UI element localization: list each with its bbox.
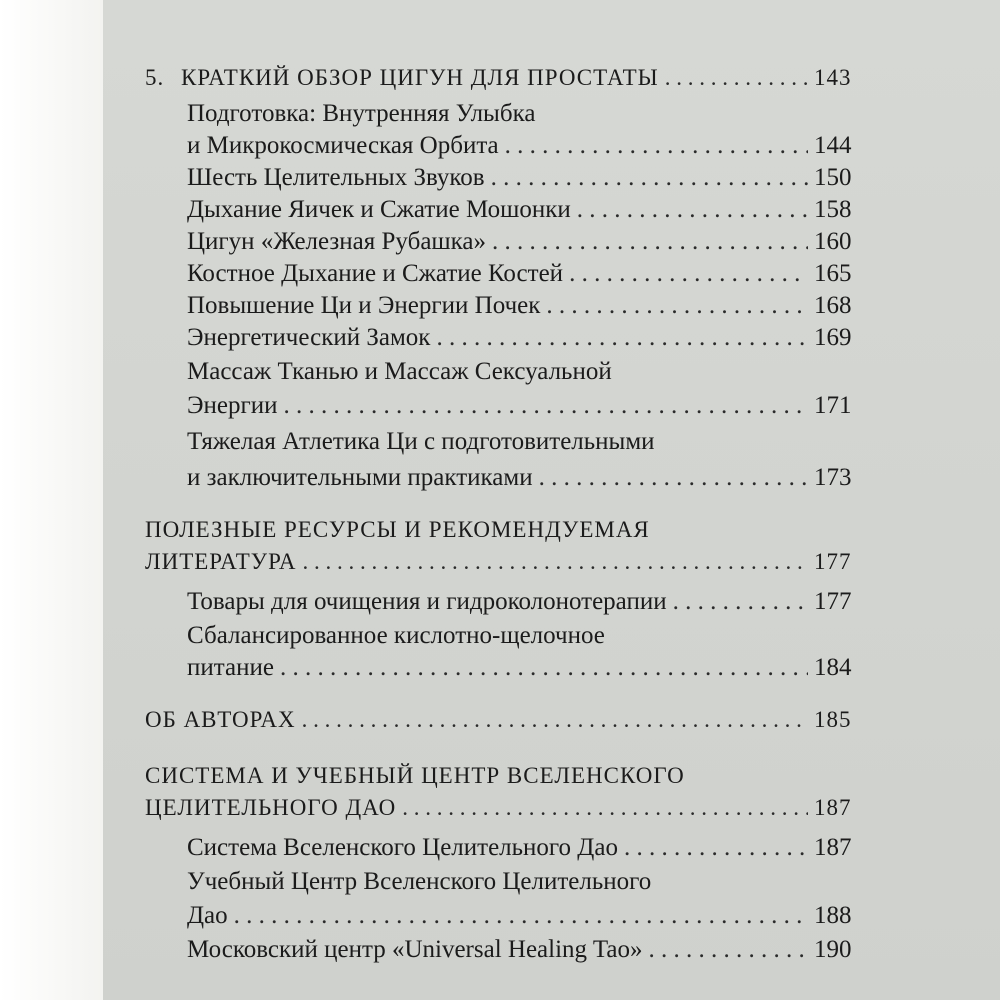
page-number: 173 xyxy=(814,464,852,491)
toc-item xyxy=(187,652,850,684)
dot-leader xyxy=(491,162,808,194)
page-number: 168 xyxy=(814,292,852,319)
toc-item-line xyxy=(187,426,850,458)
toc-item-line xyxy=(187,620,850,652)
toc-item xyxy=(187,586,850,618)
dot-leader xyxy=(539,462,808,494)
dot-leader xyxy=(402,792,808,824)
toc-item xyxy=(187,194,850,226)
section-title: ПОЛЕЗНЫЕ РЕСУРСЫ И РЕКОМЕНДУЕМАЯ xyxy=(145,517,650,542)
page-number: 190 xyxy=(814,936,852,963)
dot-leader xyxy=(665,62,808,94)
toc-item-title: Цигун «Железная Рубашка» xyxy=(187,228,487,255)
page-number: 184 xyxy=(814,654,852,681)
toc-item xyxy=(187,322,850,354)
dot-leader xyxy=(648,934,808,966)
dot-leader xyxy=(546,290,808,322)
toc-section-system xyxy=(145,792,850,824)
page-number: 188 xyxy=(814,902,852,929)
page-number: 171 xyxy=(814,392,852,419)
page-number: 177 xyxy=(814,549,852,574)
toc-item xyxy=(187,258,850,290)
toc-item-title: Сбалансированное кислотно-щелочное xyxy=(187,622,605,649)
toc-section-authors xyxy=(145,704,850,736)
page-number: 187 xyxy=(814,834,852,861)
page-number: 165 xyxy=(814,260,852,287)
dot-leader xyxy=(624,832,808,864)
page-number: 158 xyxy=(814,196,852,223)
toc-item xyxy=(187,900,850,932)
toc-item-title: и заключительными практиками xyxy=(187,464,533,491)
toc-item-title: Повышение Ци и Энергии Почек xyxy=(187,292,541,319)
chapter-number: 5. xyxy=(145,65,165,90)
dot-leader xyxy=(234,900,808,932)
dot-leader xyxy=(284,390,809,422)
toc-item-title: Тяжелая Атлетика Ци с подготовительными xyxy=(187,428,655,455)
toc-item xyxy=(187,934,850,966)
section-title: ЦЕЛИТЕЛЬНОГО ДАО xyxy=(145,795,397,820)
toc-section-line xyxy=(145,760,850,792)
toc-item-title: Энергии xyxy=(187,392,278,419)
page-number: 177 xyxy=(814,588,852,615)
toc-item-title: Массаж Тканью и Массаж Сексуальной xyxy=(187,358,612,385)
toc-chapter-5 xyxy=(145,62,850,94)
book-left-margin xyxy=(0,0,103,1000)
dot-leader xyxy=(505,130,808,162)
page-number: 169 xyxy=(814,324,852,351)
dot-leader xyxy=(303,546,808,578)
toc-item-title: Система Вселенского Целительного Дао xyxy=(187,834,618,861)
chapter-title: КРАТКИЙ ОБЗОР ЦИГУН ДЛЯ ПРОСТАТЫ xyxy=(181,65,659,90)
page-number: 150 xyxy=(814,164,852,191)
dot-leader xyxy=(577,194,808,226)
toc-section-line xyxy=(145,514,850,546)
dot-leader xyxy=(492,226,808,258)
toc-item-title: и Микрокосмическая Орбита xyxy=(187,132,499,159)
page-number: 160 xyxy=(814,228,852,255)
toc-item xyxy=(187,130,850,162)
dot-leader xyxy=(280,652,808,684)
section-title: ЛИТЕРАТУРА xyxy=(145,549,297,574)
dot-leader xyxy=(436,322,808,354)
toc-item-title: питание xyxy=(187,654,274,681)
toc-item-title: Дао xyxy=(187,902,228,929)
toc-item-title: Товары для очищения и гидроколонотерапии xyxy=(187,588,667,615)
toc-section-resources xyxy=(145,546,850,578)
dot-leader xyxy=(673,586,808,618)
toc-item xyxy=(187,832,850,864)
dot-leader xyxy=(302,704,808,736)
toc-item-title: Дыхание Яичек и Сжатие Мошонки xyxy=(187,196,571,223)
page-number: 185 xyxy=(814,707,852,732)
toc-item-title: Подготовка: Внутренняя Улыбка xyxy=(187,100,536,127)
dot-leader xyxy=(569,258,808,290)
toc-item xyxy=(187,390,850,422)
section-title: СИСТЕМА И УЧЕБНЫЙ ЦЕНТР ВСЕЛЕНСКОГО xyxy=(145,763,685,788)
toc-item xyxy=(187,290,850,322)
toc-item-line xyxy=(187,98,850,130)
toc-item-title: Энергетический Замок xyxy=(187,324,431,351)
page-number: 187 xyxy=(814,795,852,820)
toc-item-title: Учебный Центр Вселенского Целительного xyxy=(187,868,652,895)
toc-item-title: Московский центр «Universal Healing Tao» xyxy=(187,936,643,963)
toc-item xyxy=(187,462,850,494)
toc-item xyxy=(187,162,850,194)
section-title: ОБ АВТОРАХ xyxy=(145,707,296,732)
toc-item-line xyxy=(187,866,850,898)
toc-item-title: Костное Дыхание и Сжатие Костей xyxy=(187,260,564,287)
toc-item-line xyxy=(187,356,850,388)
page-number: 144 xyxy=(814,132,852,159)
toc-item xyxy=(187,226,850,258)
toc-item-title: Шесть Целительных Звуков xyxy=(187,164,485,191)
page-number: 143 xyxy=(814,65,852,90)
